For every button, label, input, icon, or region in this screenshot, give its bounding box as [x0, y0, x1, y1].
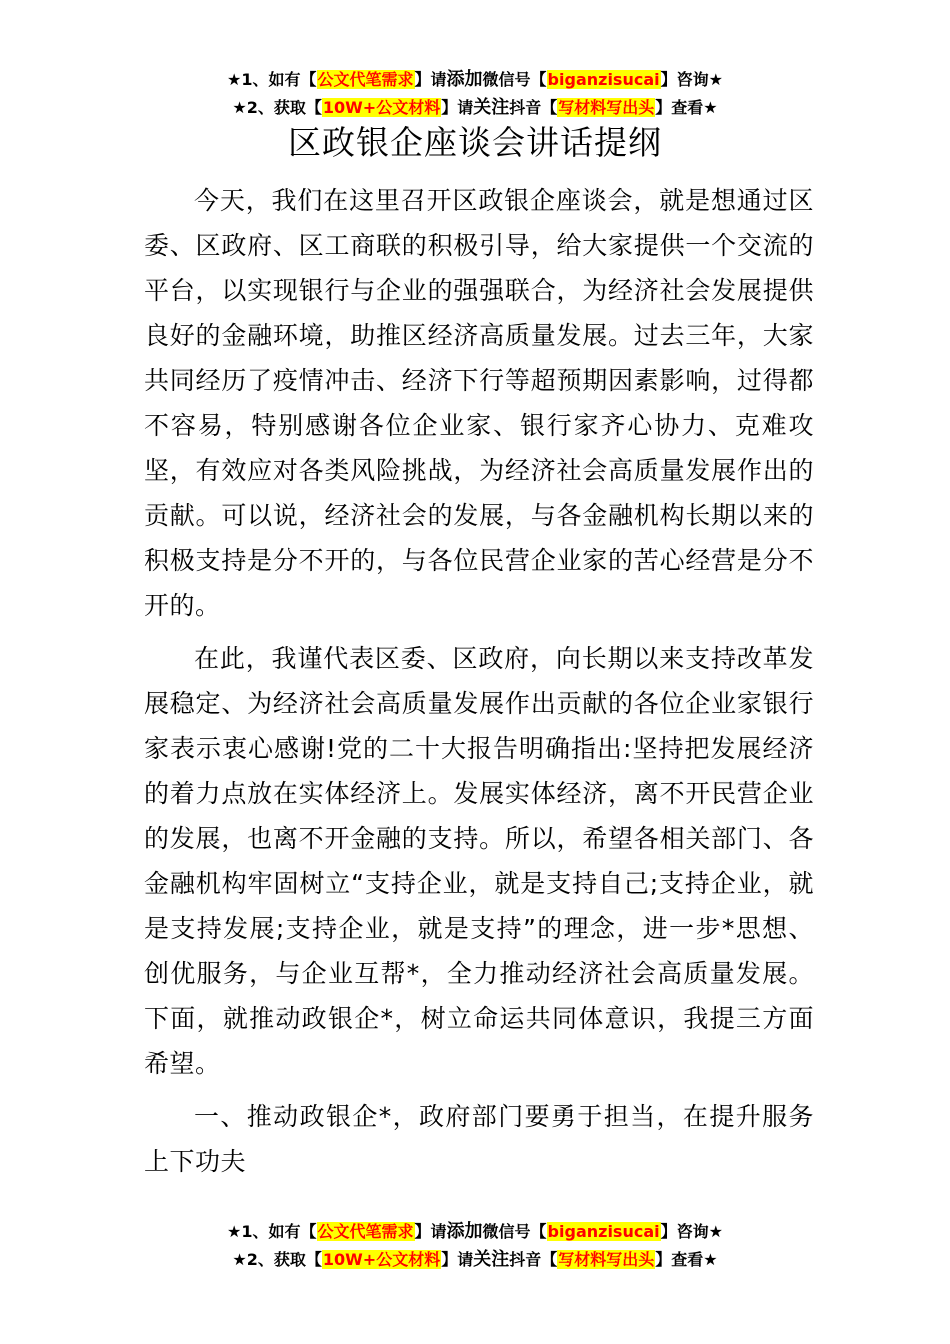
banner-line-2: [0, 1246, 950, 1274]
banner-text: ★1、如有【: [227, 1222, 317, 1241]
banner-wechat-id: biganzisucai: [547, 1222, 660, 1241]
banner-highlight: 10W+公文材料: [322, 1250, 441, 1269]
banner-line-1: [0, 1218, 950, 1246]
header-banner: [0, 66, 950, 122]
banner-emphasis: 添加: [446, 1221, 483, 1242]
banner-text: ★1、如有【: [227, 70, 317, 89]
banner-text: 】咨询★: [660, 1222, 723, 1241]
banner-emphasis: 关注: [473, 97, 510, 118]
banner-emphasis: 添加: [446, 69, 483, 90]
section-heading: 一、推动政银企*，政府部门要勇于担当，在提升服务上下功夫: [144, 1102, 814, 1176]
banner-highlight: 10W+公文材料: [322, 98, 441, 117]
banner-highlight: 公文代笔需求: [317, 70, 414, 89]
banner-text: 微信号【: [482, 70, 547, 89]
banner-text: 】查看★: [655, 1250, 718, 1269]
banner-text: 】请: [414, 1222, 447, 1241]
document-title: 区政银企座谈会讲话提纲: [288, 123, 662, 162]
banner-wechat-id: biganzisucai: [547, 70, 660, 89]
banner-text: 】请: [441, 98, 474, 117]
banner-text: 抖音【: [509, 1250, 558, 1269]
banner-highlight: 公文代笔需求: [317, 1222, 414, 1241]
banner-text: 微信号【: [482, 1222, 547, 1241]
banner-text: 抖音【: [509, 98, 558, 117]
banner-text: ★2、获取【: [232, 98, 322, 117]
paragraph: 今天，我们在这里召开区政银企座谈会，就是想通过区委、区政府、区工商联的积极引导，给大家提供一个交流的平台，以实现银行与企业的强强联合，为经济社会发展提供良好的金融环境，助推区经济高质量发展。过去三年，大家共同经历了疫情冲击、经济下行等超预期因素影响，过得都不容易，特别感谢各位企业家、银行家齐心协力、克难攻坚，有效应对各类风险挑战，为经济社会高质量发展作出的贡献。可以说，经济社会的发展，与各金融机构长期以来的积极支持是分不开的，与各位民营企业家的苦心经营是分不开的。: [144, 186, 814, 620]
banner-text: ★2、获取【: [232, 1250, 322, 1269]
banner-douyin-id: 写材料写出头: [558, 98, 655, 117]
banner-douyin-id: 写材料写出头: [558, 1250, 655, 1269]
banner-text: 】请: [441, 1250, 474, 1269]
banner-text: 】咨询★: [660, 70, 723, 89]
banner-line-1: [0, 66, 950, 94]
paragraph: 在此，我谨代表区委、区政府，向长期以来支持改革发展稳定、为经济社会高质量发展作出贡献的各位企业家银行家表示衷心感谢!党的二十大报告明确指出:坚持把发展经济的着力点放在实体经济上。发展实体经济，离不开民营企业的发展，也离不开金融的支持。所以，希望各相关部门、各金融机构牢固树立“支持企业，就是支持自己;支持企业，就是支持发展;支持企业，就是支持”的理念，进一步*思想、创优服务，与企业互帮*，全力推动经济社会高质量发展。下面，就推动政银企*，树立命运共同体意识，我提三方面希望。: [144, 644, 814, 1078]
footer-banner: [0, 1218, 950, 1274]
banner-emphasis: 关注: [473, 1249, 510, 1270]
banner-text: 】查看★: [655, 98, 718, 117]
document-body: [144, 178, 814, 1192]
banner-text: 】请: [414, 70, 447, 89]
